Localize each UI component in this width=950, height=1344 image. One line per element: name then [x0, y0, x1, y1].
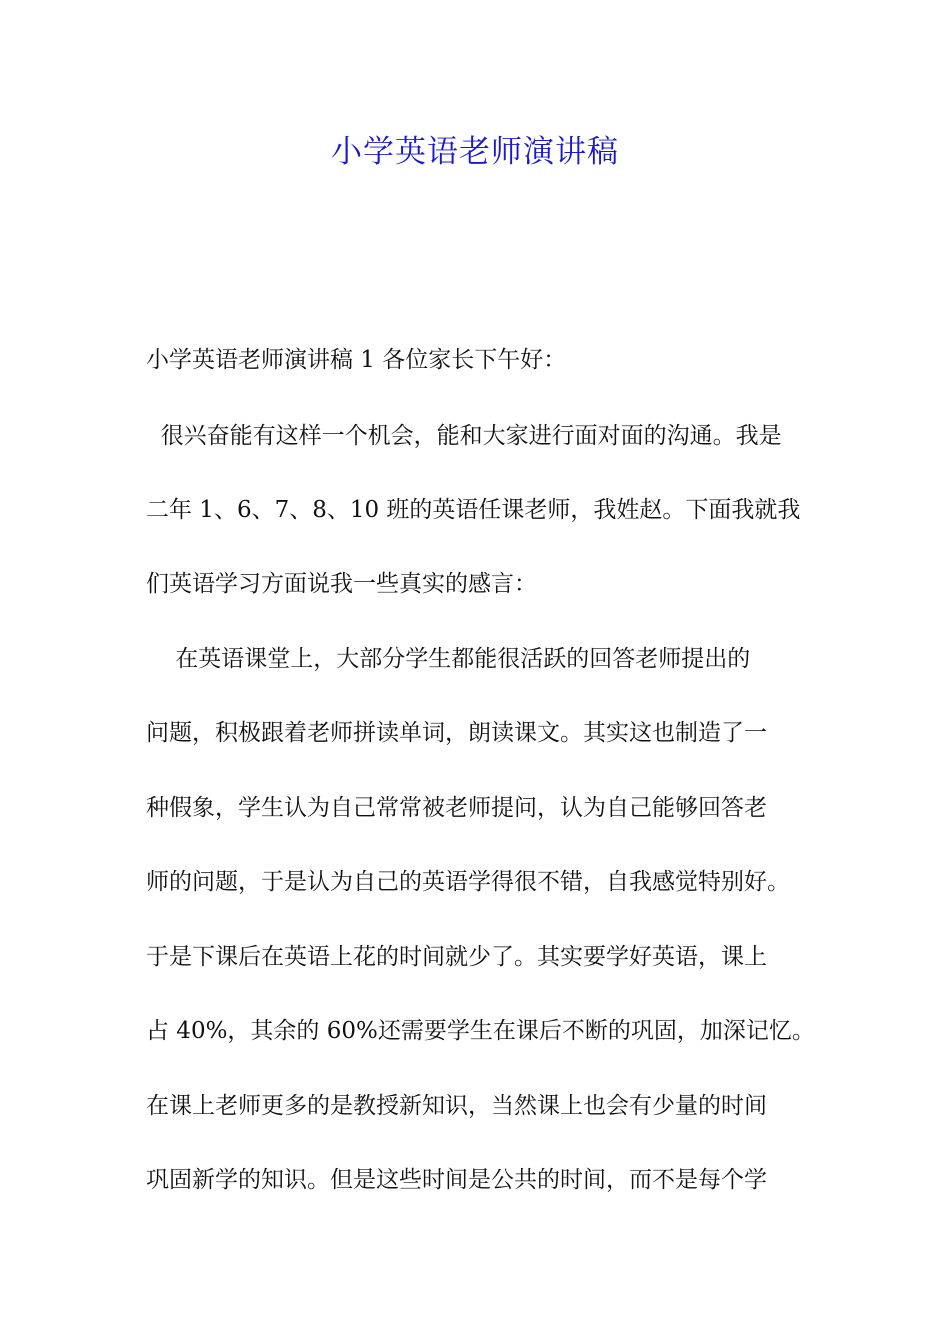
paragraph-line: 种假象，学生认为自己常常被老师提问，认为自己能够回答老: [146, 795, 767, 821]
document-title: 小学英语老师演讲稿: [331, 134, 619, 170]
paragraph-line: 巩固新学的知识。但是这些时间是公共的时间，而不是每个学: [146, 1167, 767, 1193]
paragraph-line: 于是下课后在英语上花的时间就少了。其实要学好英语，课上: [146, 944, 767, 970]
paragraph-line: 师的问题，于是认为自己的英语学得很不错，自我感觉特别好。: [146, 869, 790, 895]
paragraph-line: 在英语课堂上，大部分学生都能很活跃的回答老师提出的: [146, 646, 751, 672]
paragraph-line: 二年 1、6、7、8、10 班的英语任课老师，我姓赵。下面我就我: [146, 497, 801, 523]
paragraph-line: 小学英语老师演讲稿 1 各位家长下午好：: [146, 347, 567, 373]
paragraph-line: 在课上老师更多的是教授新知识，当然课上也会有少量的时间: [146, 1093, 767, 1119]
paragraph-line: 们英语学习方面说我一些真实的感言：: [146, 571, 537, 597]
paragraph-line: 很兴奋能有这样一个机会，能和大家进行面对面的沟通。我是: [146, 423, 782, 449]
paragraph-line: 占 40%，其余的 60%还需要学生在课后不断的巩固，加深记忆。: [146, 1018, 815, 1044]
paragraph-line: 问题，积极跟着老师拼读单词，朗读课文。其实这也制造了一: [146, 720, 767, 746]
